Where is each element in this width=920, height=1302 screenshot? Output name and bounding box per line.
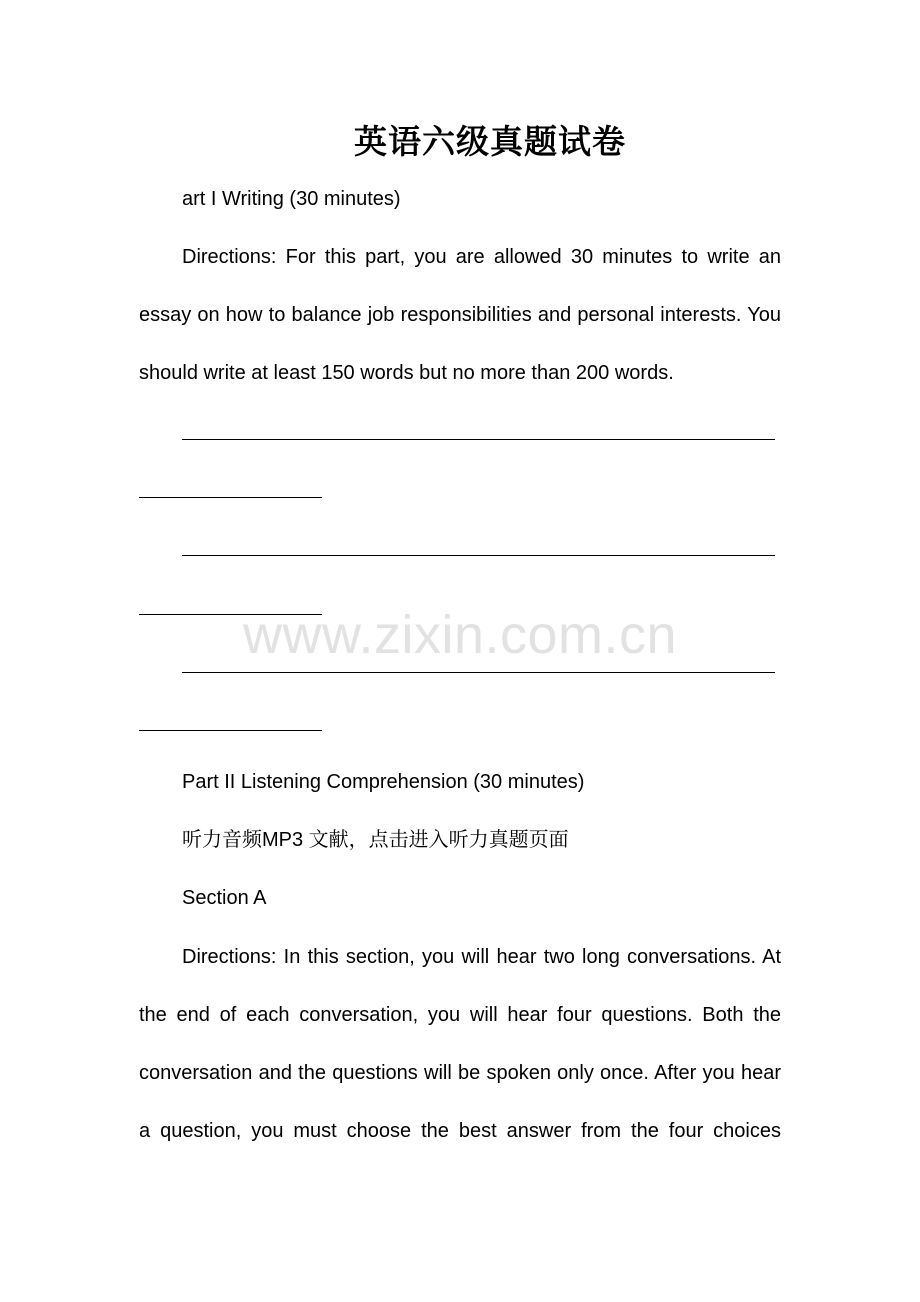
answer-blank-line-continued[interactable]: [139, 497, 322, 498]
part2-directions-line-4: a question, you must choose the best answer from the four choices: [139, 1120, 781, 1142]
answer-blank-line-continued[interactable]: [139, 730, 322, 731]
part1-directions-line-3: should write at least 150 words but no more than 200 words.: [139, 362, 674, 384]
part1-heading: art I Writing (30 minutes): [182, 188, 401, 210]
part2-directions-line-2: the end of each conversation, you will hear four questions. Both the: [139, 1004, 781, 1026]
part2-directions-line-1: Directions: In this section, you will hear two long conversations. At: [182, 946, 781, 968]
part2-heading: Part II Listening Comprehension (30 minutes): [182, 771, 585, 793]
part1-directions-line-2: essay on how to balance job responsibilities and personal interests. You: [139, 304, 781, 326]
part1-directions-line-1: Directions: For this part, you are allowed 30 minutes to write an: [182, 246, 781, 268]
section-a-title: Section A: [182, 887, 267, 909]
page-title: 英语六级真题试卷: [354, 122, 626, 161]
answer-blank-line[interactable]: [182, 672, 775, 673]
answer-blank-line[interactable]: [182, 439, 775, 440]
part2-directions-line-3: conversation and the questions will be spoken only once. After you hear: [139, 1062, 781, 1084]
watermark: www.zixin.com.cn: [242, 605, 678, 665]
answer-blank-line[interactable]: [182, 555, 775, 556]
listening-audio-link[interactable]: 听力音频MP3 文献，点击进入听力真题页面: [182, 829, 569, 851]
